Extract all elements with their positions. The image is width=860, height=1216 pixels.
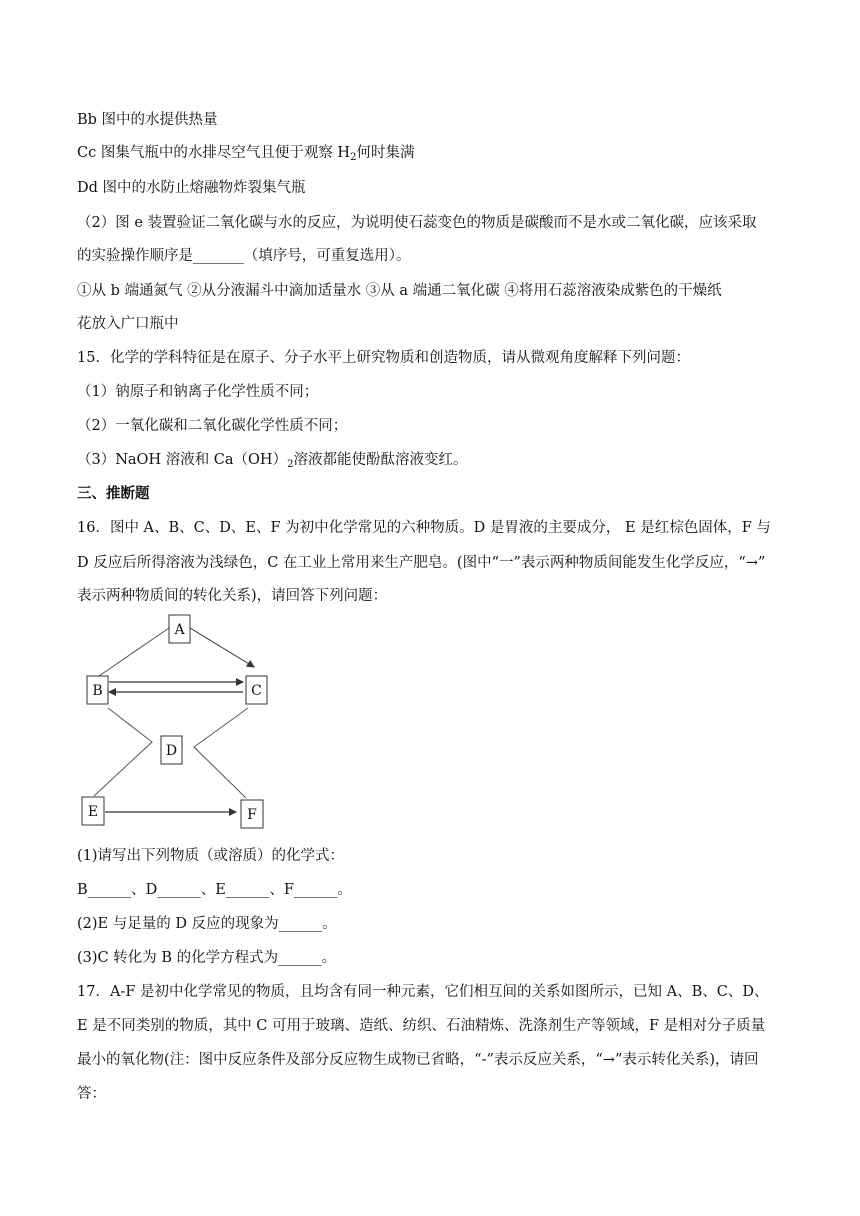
node-c-label: C <box>251 683 262 699</box>
question-17-stem: 17．A-F 是初中化学常见的物质，且均含有同一种元素，它们相互间的关系如图所示，已知 A、B、C、D、 <box>77 984 769 1000</box>
option-c-part1: Cc 图集气瓶中的水排尽空气且便于观察 H <box>77 145 351 161</box>
question-15-part1: （1）钠原子和钠离子化学性质不同； <box>77 384 319 400</box>
question-17-stem-cont2: 最小的氧化物(注：图中反应条件及部分反应物生成物已省略，“-”表示反应关系，“→”表示转化关系)，请回 <box>77 1052 759 1068</box>
question-17-stem-cont3: 答： <box>77 1086 106 1102</box>
question-14-steps: ①从 b 端通氮气 ②从分液漏斗中滴加适量水 ③从 a 端通二氧化碳 ④将用石蕊溶液染成紫色的干燥纸 <box>77 283 722 299</box>
question-14-steps-cont: 花放入广口瓶中 <box>77 316 179 332</box>
node-d-label: D <box>165 743 178 759</box>
edge-a-c <box>190 628 254 667</box>
question-15-part3-a: （3）NaOH 溶液和 Ca（OH） <box>77 452 288 468</box>
option-c-subscript: 2 <box>350 152 357 163</box>
question-14-part2-cont: 的实验操作顺序是_______（填序号，可重复选用）。 <box>77 248 411 264</box>
question-16-part3: (3)C 转化为 B 的化学方程式为______。 <box>77 950 337 966</box>
question-16-part1-blanks: B______、D______、E______、F______。 <box>77 882 352 898</box>
node-b-label: B <box>92 683 103 699</box>
option-b-text: Bb 图中的水提供热量 <box>77 112 218 128</box>
section-heading: 三、推断题 <box>77 485 150 502</box>
option-d-text: Dd 图中的水防止熔融物炸裂集气瓶 <box>77 180 306 196</box>
edge-b-d-e <box>94 708 152 796</box>
question-15-part3-subscript: 2 <box>287 459 294 470</box>
node-e-label: E <box>87 804 99 820</box>
question-16-part1: (1)请写出下列物质（或溶质）的化学式： <box>77 848 345 864</box>
option-c-part2: 何时集满 <box>356 145 415 161</box>
question-15-part3 <box>77 450 467 470</box>
question-14-part2: （2）图 e 装置验证二氧化碳与水的反应，为说明使石蕊变色的物质是碳酸而不是水或二氧化碳，应该采取 <box>77 215 757 231</box>
question-15-part3-b: 溶液都能使酚酞溶液变红。 <box>293 452 468 468</box>
question-15-stem: 15．化学的学科特征是在原子、分子水平上研究物质和创造物质，请从微观角度解释下列问题： <box>77 350 690 366</box>
node-f-label: F <box>247 807 257 823</box>
edge-c-d-f <box>194 708 248 798</box>
question-16-stem-cont2: 表示两种物质间的转化关系)，请回答下列问题： <box>77 588 388 604</box>
option-c-text <box>77 143 414 163</box>
question-17-stem-cont: E 是不同类别的物质，其中 C 可用于玻璃、造纸、纺织、石油精炼、洗涤剂生产等领域，F 是相对分子质量 <box>77 1018 766 1034</box>
edge-a-b <box>96 628 169 678</box>
reaction-diagram <box>78 612 278 834</box>
node-a-label: A <box>174 622 185 638</box>
question-15-part2: （2）一氧化碳和二氧化碳化学性质不同； <box>77 418 348 434</box>
question-16-part2: (2)E 与足量的 D 反应的现象为______。 <box>77 916 337 932</box>
question-16-stem-cont: D 反应后所得溶液为浅绿色，C 在工业上常用来生产肥皂。(图中“一”表示两种物质间能发生化学反应，“→” <box>77 555 766 571</box>
question-16-stem: 16．图中 A、B、C、D、E、F 为初中化学常见的六种物质。D 是胃液的主要成分， E 是红棕色固体，F 与 <box>77 520 771 536</box>
